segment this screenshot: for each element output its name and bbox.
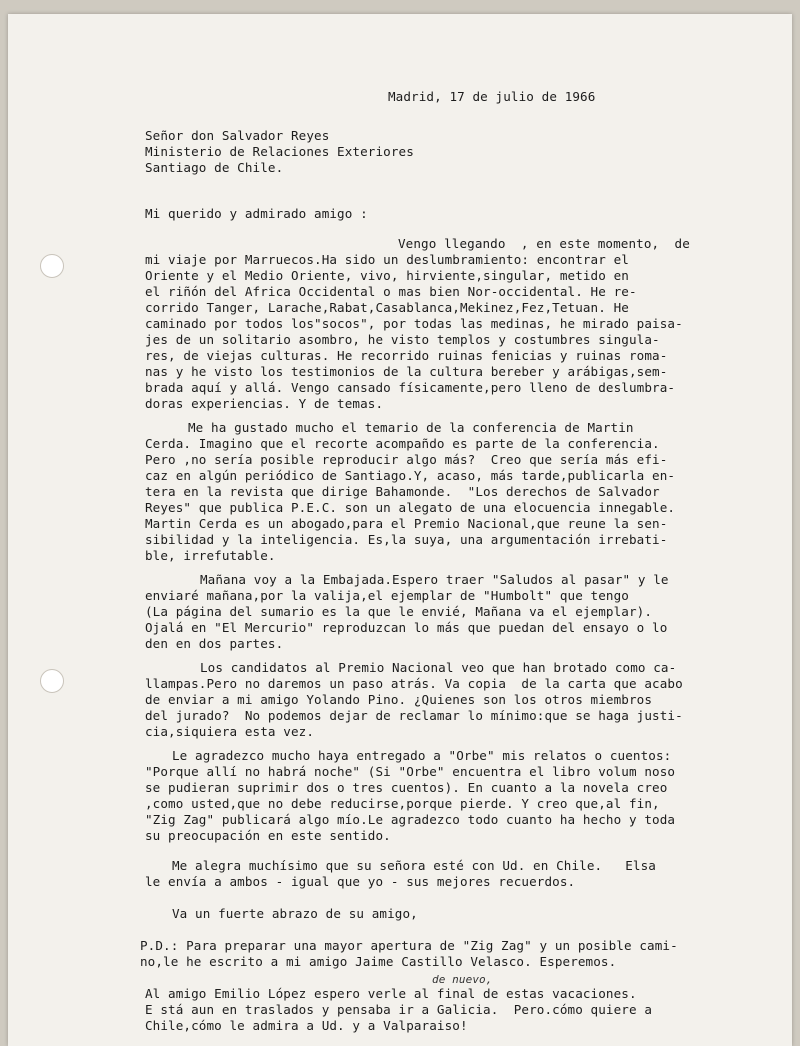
closing: Va un fuerte abrazo de su amigo, (172, 906, 418, 921)
paragraph-line: Le agradezco mucho haya entregado a "Orbe" mis relatos o cuentos: (172, 748, 672, 763)
paragraph-line: den en dos partes. (145, 636, 284, 651)
paragraph-line: res, de viejas culturas. He recorrido ruinas fenicias y ruinas roma- (145, 348, 668, 363)
paragraph-line: Me ha gustado mucho el temario de la conferencia de Martin (188, 420, 634, 435)
paragraph-line: mi viaje por Marruecos.Ha sido un deslumbramiento: encontrar el (145, 252, 629, 267)
paragraph-line: le envía a ambos - igual que yo - sus mejores recuerdos. (145, 874, 576, 889)
paragraph-line: ,como usted,que no debe reducirse,porque pierde. Y creo que,al fin, (145, 796, 660, 811)
paragraph-line: Cerda. Imagino que el recorte acompañdo es parte de la conferencia. (145, 436, 660, 451)
paragraph-line: su preocupación en este sentido. (145, 828, 391, 843)
paragraph-line: Me alegra muchísimo que su señora esté con Ud. en Chile. Elsa (172, 858, 656, 873)
paragraph-line: corrido Tanger, Larache,Rabat,Casablanca,Mekinez,Fez,Tetuan. He (145, 300, 629, 315)
postscript-line: no,le he escrito a mi amigo Jaime Castillo Velasco. Esperemos. (140, 954, 617, 969)
final-note-line: E stá aun en traslados y pensaba ir a Galicia. Pero.cómo quiere a (145, 1002, 653, 1017)
final-note-line: Chile,cómo le admira a Ud. y a Valparaiso! (145, 1018, 468, 1033)
paragraph-line: Ojalá en "El Mercurio" reproduzcan lo más que puedan del ensayo o lo (145, 620, 668, 635)
paragraph-line: del jurado? No podemos dejar de reclamar lo mínimo:que se haga justi- (145, 708, 683, 723)
address-line: Ministerio de Relaciones Exteriores (145, 144, 414, 159)
paragraph-line: caz en algún periódico de Santiago.Y, acaso, más tarde,publicarla en- (145, 468, 676, 483)
paragraph-line: brada aquí y allá. Vengo cansado físicamente,pero lleno de deslumbra- (145, 380, 676, 395)
paragraph-line: Oriente y el Medio Oriente, vivo, hirviente,singular, metido en (145, 268, 629, 283)
letter-date: Madrid, 17 de julio de 1966 (388, 89, 596, 104)
paragraph-line: de enviar a mi amigo Yolando Pino. ¿Quienes son los otros miembros (145, 692, 653, 707)
paragraph-line: Reyes" que publica P.E.C. son un alegato de una elocuencia innegable. (145, 500, 676, 515)
salutation: Mi querido y admirado amigo : (145, 206, 368, 221)
paragraph-line: tera en la revista que dirige Bahamonde. "Los derechos de Salvador (145, 484, 660, 499)
paragraph-line: doras experiencias. Y de temas. (145, 396, 384, 411)
paragraph-line: cia,siquiera esta vez. (145, 724, 315, 739)
paragraph-line: Vengo llegando , en este momento, de (398, 236, 690, 251)
paragraph-line: el riñón del Africa Occidental o mas bien Nor-occidental. He re- (145, 284, 637, 299)
paragraph-line: jes de un solitario asombro, he visto templos y costumbres singula- (145, 332, 660, 347)
paragraph-line: "Zig Zag" publicará algo mío.Le agradezco todo cuanto ha hecho y toda (145, 812, 676, 827)
paragraph-line: (La página del sumario es la que le envié, Mañana va el ejemplar). (145, 604, 653, 619)
handwritten-insertion: de nuevo, (432, 973, 493, 986)
paragraph-line: Mañana voy a la Embajada.Espero traer "Saludos al pasar" y le (200, 572, 669, 587)
paragraph-line: "Porque allí no habrá noche" (Si "Orbe" encuentra el libro volum noso (145, 764, 676, 779)
paragraph-line: Pero ,no sería posible reproducir algo más? Creo que sería más efi- (145, 452, 668, 467)
paragraph-line: sibilidad y la inteligencia. Es,la suya, una argumentación irrebati- (145, 532, 668, 547)
paragraph-line: Martin Cerda es un abogado,para el Premio Nacional,que reune la sen- (145, 516, 668, 531)
paragraph-line: ble, irrefutable. (145, 548, 276, 563)
final-note-line: Al amigo Emilio López espero verle al final de estas vacaciones. (145, 986, 637, 1001)
address-line: Santiago de Chile. (145, 160, 284, 175)
paragraph-line: nas y he visto los testimonios de la cultura bereber y arábigas,sem- (145, 364, 668, 379)
paragraph-line: llampas.Pero no daremos un paso atrás. Va copia de la carta que acabo (145, 676, 683, 691)
paragraph-line: enviaré mañana,por la valija,el ejemplar de "Humbolt" que tengo (145, 588, 629, 603)
paragraph-line: caminado por todos los"socos", por todas las medinas, he mirado paisa- (145, 316, 683, 331)
paragraph-line: Los candidatos al Premio Nacional veo que han brotado como ca- (200, 660, 677, 675)
paragraph-line: se pudieran suprimir dos o tres cuentos). En cuanto a la novela creo (145, 780, 668, 795)
postscript-line: P.D.: Para preparar una mayor apertura de "Zig Zag" y un posible cami- (140, 938, 678, 953)
address-line: Señor don Salvador Reyes (145, 128, 330, 143)
